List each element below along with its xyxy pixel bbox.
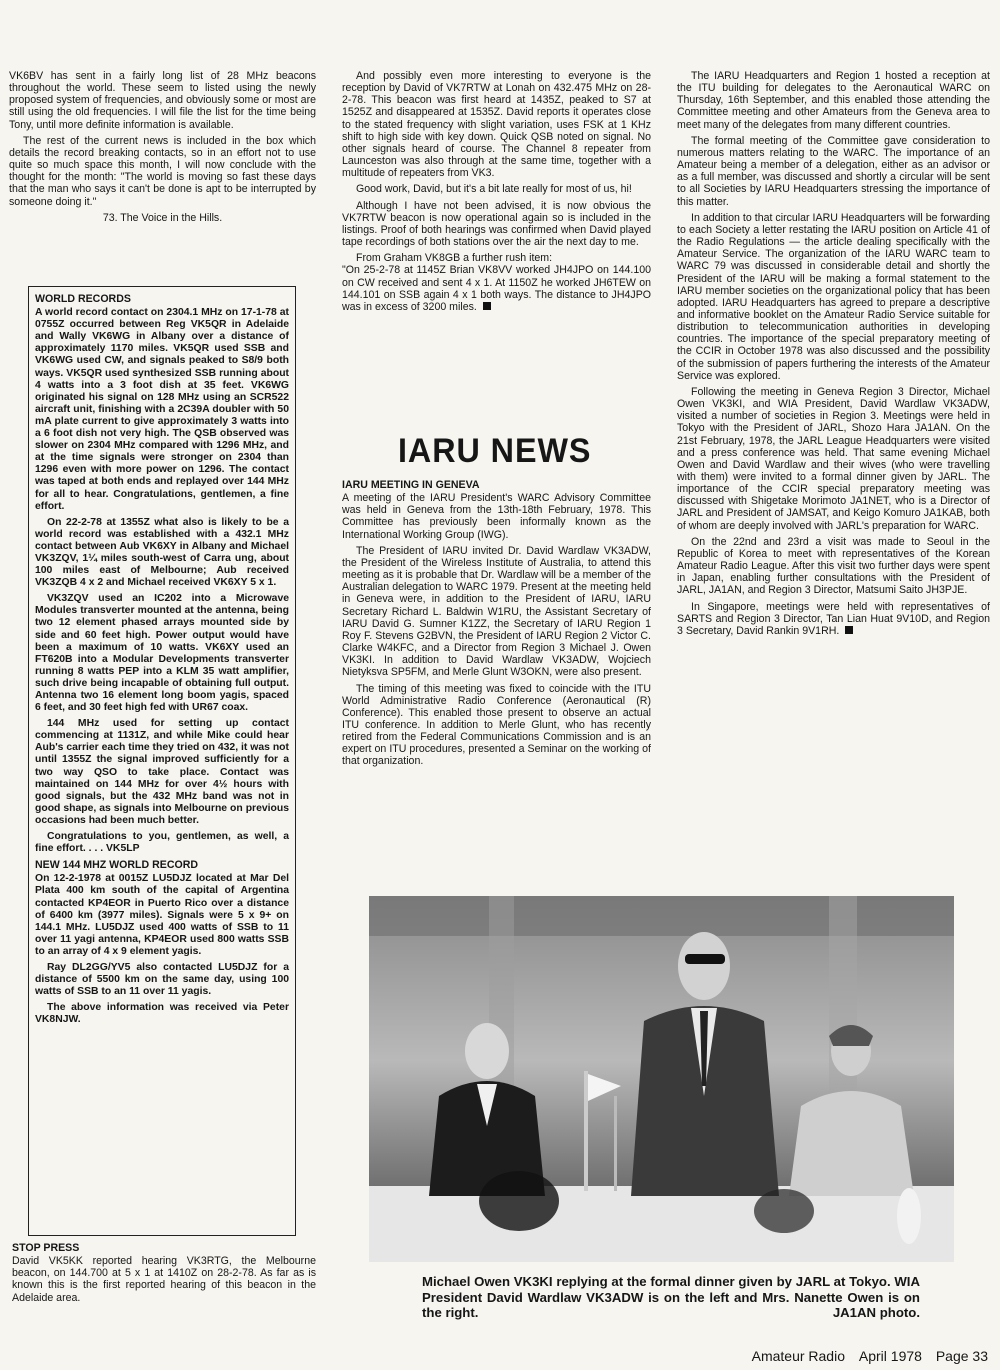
paragraph: A meeting of the IARU President's WARC Advisory Committee was held in Geneva from the 13th-18th February, 1978. This Committee has previously been informally known as the International Working Group (IWG). bbox=[342, 492, 651, 541]
end-mark bbox=[483, 302, 491, 310]
photo-caption bbox=[422, 1274, 920, 1321]
box-heading: WORLD RECORDS bbox=[35, 293, 131, 305]
paragraph: The timing of this meeting was fixed to coincide with the ITU World Administrative Radio Conference (Aeronautical (R) Conference). This enabled those present to observe an actual ITU conference. In addition to Merle Glunt, who has recently retired from the Federal Communications Commission and is an expert on ITU procedures, presented a Seminar on the working of that organization. bbox=[342, 682, 651, 768]
paragraph: The rest of the current news is included in the box which details the record breaking contacts, so in an effort not to use quite so much space this month, I will now conclude with the thought for the month: "The world is moving so fast these days that the man who says it can't be done is apt to be interrupted by someone doing it." bbox=[9, 134, 316, 208]
magazine-name: Amateur Radio bbox=[751, 1348, 845, 1364]
signoff: 73. The Voice in the Hills. bbox=[102, 211, 223, 224]
paragraph: The above information was received via Peter VK8NJW. bbox=[35, 1002, 289, 1026]
paragraph: Congratulations to you, gentlemen, as well, a fine effort. . . . VK5LP bbox=[35, 831, 289, 855]
paragraph: 144 MHz used for setting up contact commencing at 1131Z, and while Mike could hear Aub's carrier each time they tried on 432, it was not until 1355Z the signal improved sufficiently for a two way QSO to take place. Contact was maintained on 144 MHz for over 4½ hours with good signals, but the 432 MHz band was not in good shape, as signals into Melbourne on previous occasions had been much better. bbox=[35, 718, 289, 826]
page-number: Page 33 bbox=[935, 1348, 988, 1364]
subhead: IARU MEETING IN GENEVA bbox=[342, 479, 480, 491]
box-heading: NEW 144 MHZ WORLD RECORD bbox=[35, 859, 199, 872]
paragraph: And possibly even more interesting to everyone is the reception by David of VK7RTW at Lonah on 432.475 MHz on 28-2-78. This beacon was first heard at 1435Z, peaked to S7 at 1525Z and disappeared at 1535Z. David reports it operates close to the stated frequency with slight variation, uses FSK at 1 KHz shift to high side with key down. Quick QSB noted on signal. No other signals heard of course. The Channel 8 repeater from Launceston was also through at the same time, together with a multitude of repeaters from VK3. bbox=[342, 70, 651, 180]
stop-press-heading: STOP PRESS bbox=[12, 1242, 80, 1254]
paragraph: David VK5KK reported hearing VK3RTG, the Melbourne beacon, on 144.700 at 5 x 1 at 1410Z on 28-2-78. As far as is known this is the first reported hearing of this beacon in the Adelaide area. bbox=[12, 1255, 316, 1304]
paragraph: The President of IARU invited Dr. David Wardlaw VK3ADW, the President of the Wireless Institute of Australia, to attend this meeting as it is probable that Dr. Wardlaw will be a member of the Australian delegation to WARC 1979. Present at the meeting held in Geneva were, in addition to the President of IARU, IARU Secretary Richard L. Baldwin W1RU, the Assistant Secretary of IARU David G. Sumner K1ZZ, the Secretary of IARU Region 1 Roy F. Stevens G2BVN, the President of IARU Region 2 Victor C. Clarke W4KFC, and a Director from Region 3 Michael J. Owen VK3KI. In addition to David Wardlaw VK3ADW, Wojciech Nietyksva SP5FM, and Merle Glunt W3OKN, were also present. bbox=[342, 544, 651, 679]
section-title: IARU NEWS bbox=[398, 432, 592, 470]
paragraph: Ray DL2GG/YV5 also contacted LU5DJZ for a distance of 5500 km on the same day, using 100 watts of SSB to an 11 over 11 yagis. bbox=[35, 961, 289, 998]
photo-illustration bbox=[369, 896, 954, 1262]
dinner-photo bbox=[369, 896, 954, 1262]
paragraph: On 22-2-78 at 1355Z what also is likely to be a world record was established with a 432.1 MHz contact between Aub VK6XY in Albany and Michael VK3ZQV, 1¼ miles south-west of Carra ung, about 100 miles east of Melbourne; Aub received VK3ZQB 4 x 2 and Michael received VK6XY 5 x 1. bbox=[35, 516, 289, 589]
paragraph: VK6BV has sent in a fairly long list of 28 MHz beacons throughout the world. These seem to listed using the newly proposed system of frequencies, and obviously some or most are still using the old frequencies. I will file the list for the time being Tony, until more definite information is available. bbox=[9, 70, 316, 131]
paragraph: VK3ZQV used an IC202 into a Microwave Modules transverter mounted at the antenna, being two 12 element phased arrays mounted side by side and 60 feet high. Power output would have been a maximum of 10 watts. VK6XY used an FT620B into a Modular Developments transverter running 8 watts PEP into a KLM 35 watt amplifier, such drive being incapable of obtaining full output. Antenna two 16 element long boom yagis, spaced 6 feet, and 30 feet high fed with UR67 coax. bbox=[35, 593, 289, 714]
column-3 bbox=[677, 70, 990, 641]
paragraph: From Graham VK8GB a further rush item: bbox=[356, 252, 553, 265]
paragraph: On the 22nd and 23rd a visit was made to Seoul in the Republic of Korea to meet with representatives of the Korean Amateur Radio League. After this visit two further days were spent in Japan, enabling further consultations with the President of JARL, JA1AN, and Region 3 Director, Matsumi Saito JH3PJE. bbox=[677, 535, 990, 597]
photo-credit: JA1AN photo. bbox=[832, 1305, 920, 1320]
stop-press bbox=[12, 1242, 316, 1304]
paragraph bbox=[677, 601, 990, 637]
end-mark bbox=[845, 626, 853, 634]
column-1 bbox=[9, 70, 316, 228]
paragraph: Although I have not been advised, it is now obvious the VK7RTW beacon is now operational again so is included in the listings. Proof of both hearings was confirmed when David played tape recordings of both stations over the air the next day to me. bbox=[342, 199, 651, 249]
paragraph: The IARU Headquarters and Region 1 hosted a reception at the ITU building for delegates to the Aeronautical WARC on Thursday, 16th September, and this enabled those attending the Committee meeting and other Amateurs from the Geneva area to meet many of the delegates from many different countries. bbox=[677, 70, 990, 131]
column-2 bbox=[342, 70, 651, 317]
page-footer bbox=[742, 1348, 988, 1364]
iaru-news-article bbox=[342, 479, 651, 772]
paragraph bbox=[342, 264, 651, 313]
paragraph: Following the meeting in Geneva Region 3 Director, Michael Owen VK3KI, and WIA President, David Wardlaw VK3ADW, visited a number of societies in Region 3. Meetings were held in Tokyo with the President of JARL, Shozo Hara JA1AN. On the 21st February, 1978, the JARL League Headquarters were visited and a press conference was held. That same evening Michael Owen and David Wardlaw and their wives (who were travelling with them) were invited to a formal dinner given by JARL. The importance of the CCIR special preparatory meeting was discussed with Shigetake Morimoto JA1NET, who is a Director of JARL and President of JAMSAT, and Keigo Komuro JA1KAB, both of whom are deeply involved with JARL's preparation for WARC. bbox=[677, 385, 990, 532]
paragraph: In addition to that circular IARU Headquarters will be forwarding to each Society a letter restating the IARU position on Article 41 of the Radio Regulations — the article dealing specifically with the Amateur Service. The organization of the IARU WARC team to WARC 79 was discussed in considerable detail and shortly the President of the IARU will be making a formal statement to the IARU member societies on the organizational policy that has been adopted. IARU Headquarters has agreed to prepare a descriptive and informative booklet on the Amateur Radio Service suitable for distribution to telecommunication authorities in developing countries. The importance of the special preparatory meeting of the CCIR in October 1978 was also discussed and the possibility of the submission of papers furthering the interests of the Amateur Service was explored. bbox=[677, 211, 990, 382]
paragraph: The formal meeting of the Committee gave consideration to numerous matters relating to the WARC. The importance of an Amateur being a member of a delegation, either as an advisor or as a full member, was discussed and shortly a circular will be sent to all Societies by IARU Headquarters stressing the importance of this matter. bbox=[677, 134, 990, 208]
quote-text: "On 25-2-78 at 1145Z Brian VK8VV worked JH4JPO on 144.100 on CW received and sent 4 x 1. At 1150Z he worked JH6TEW on 144.101 on SSB again 4 x 1 both ways. The distance to JH4JPO was in excess of 3200 miles. bbox=[342, 264, 651, 313]
caption-text: Michael Owen VK3KI replying at the formal dinner given by JARL at Tokyo. WIA President David Wardlaw VK3ADW is on the left and Mrs. Nanette Owen is on the right. bbox=[422, 1274, 920, 1320]
paragraph: On 12-2-1978 at 0015Z LU5DJZ located at Mar Del Plata 400 km south of the capital of Argentina contacted KP4EOR in Puerto Rico over a distance of 6400 km (3977 miles). Signals were 5 x 9+ on 144.1 MHz. LU5DJZ used 400 watts of SSB to 11 over 11 yagi antenna, KP4EOR used 800 watts SSB to an array of 4 x 9 element yagis. bbox=[35, 873, 289, 957]
paragraph: A world record contact on 2304.1 MHz on 17-1-78 at 0755Z occurred between Reg VK5QR in Adelaide and Wally VK6WG in Albany over a distance of approximately 1170 miles. VK5QR used SSB and VK6WG used CW, and signals peaked to S8/9 both ways. VK5QR used synthesized SSB running about 4 watts into a 3 foot dish at 35 feet. VK6WG originated his signal on 128 MHz using an SCR522 aircraft unit, finishing with a 2C39A doubler with 50 mA plate current to give approximately 3 watts into a 6 foot dish not very high. The QSB observed was slower on 2304 MHz compared with 1296 MHz, and at the time signals were stronger on 2304 than 1296 even with more power on 1296. The contact was taped at both ends and replayed over 144 MHz for all to hear. Congratulations, gentlemen, a fine effort. bbox=[35, 307, 289, 512]
issue-date: April 1978 bbox=[858, 1348, 922, 1364]
paragraph-text: In Singapore, meetings were held with representatives of SARTS and Region 3 Director, Tan Lian Huat 9V10D, and Region 3 Secretary, David Rankin 9V1RH. bbox=[677, 600, 990, 637]
world-records-box bbox=[28, 286, 296, 1236]
paragraph: Good work, David, but it's a bit late really for most of us, hi! bbox=[356, 183, 632, 196]
